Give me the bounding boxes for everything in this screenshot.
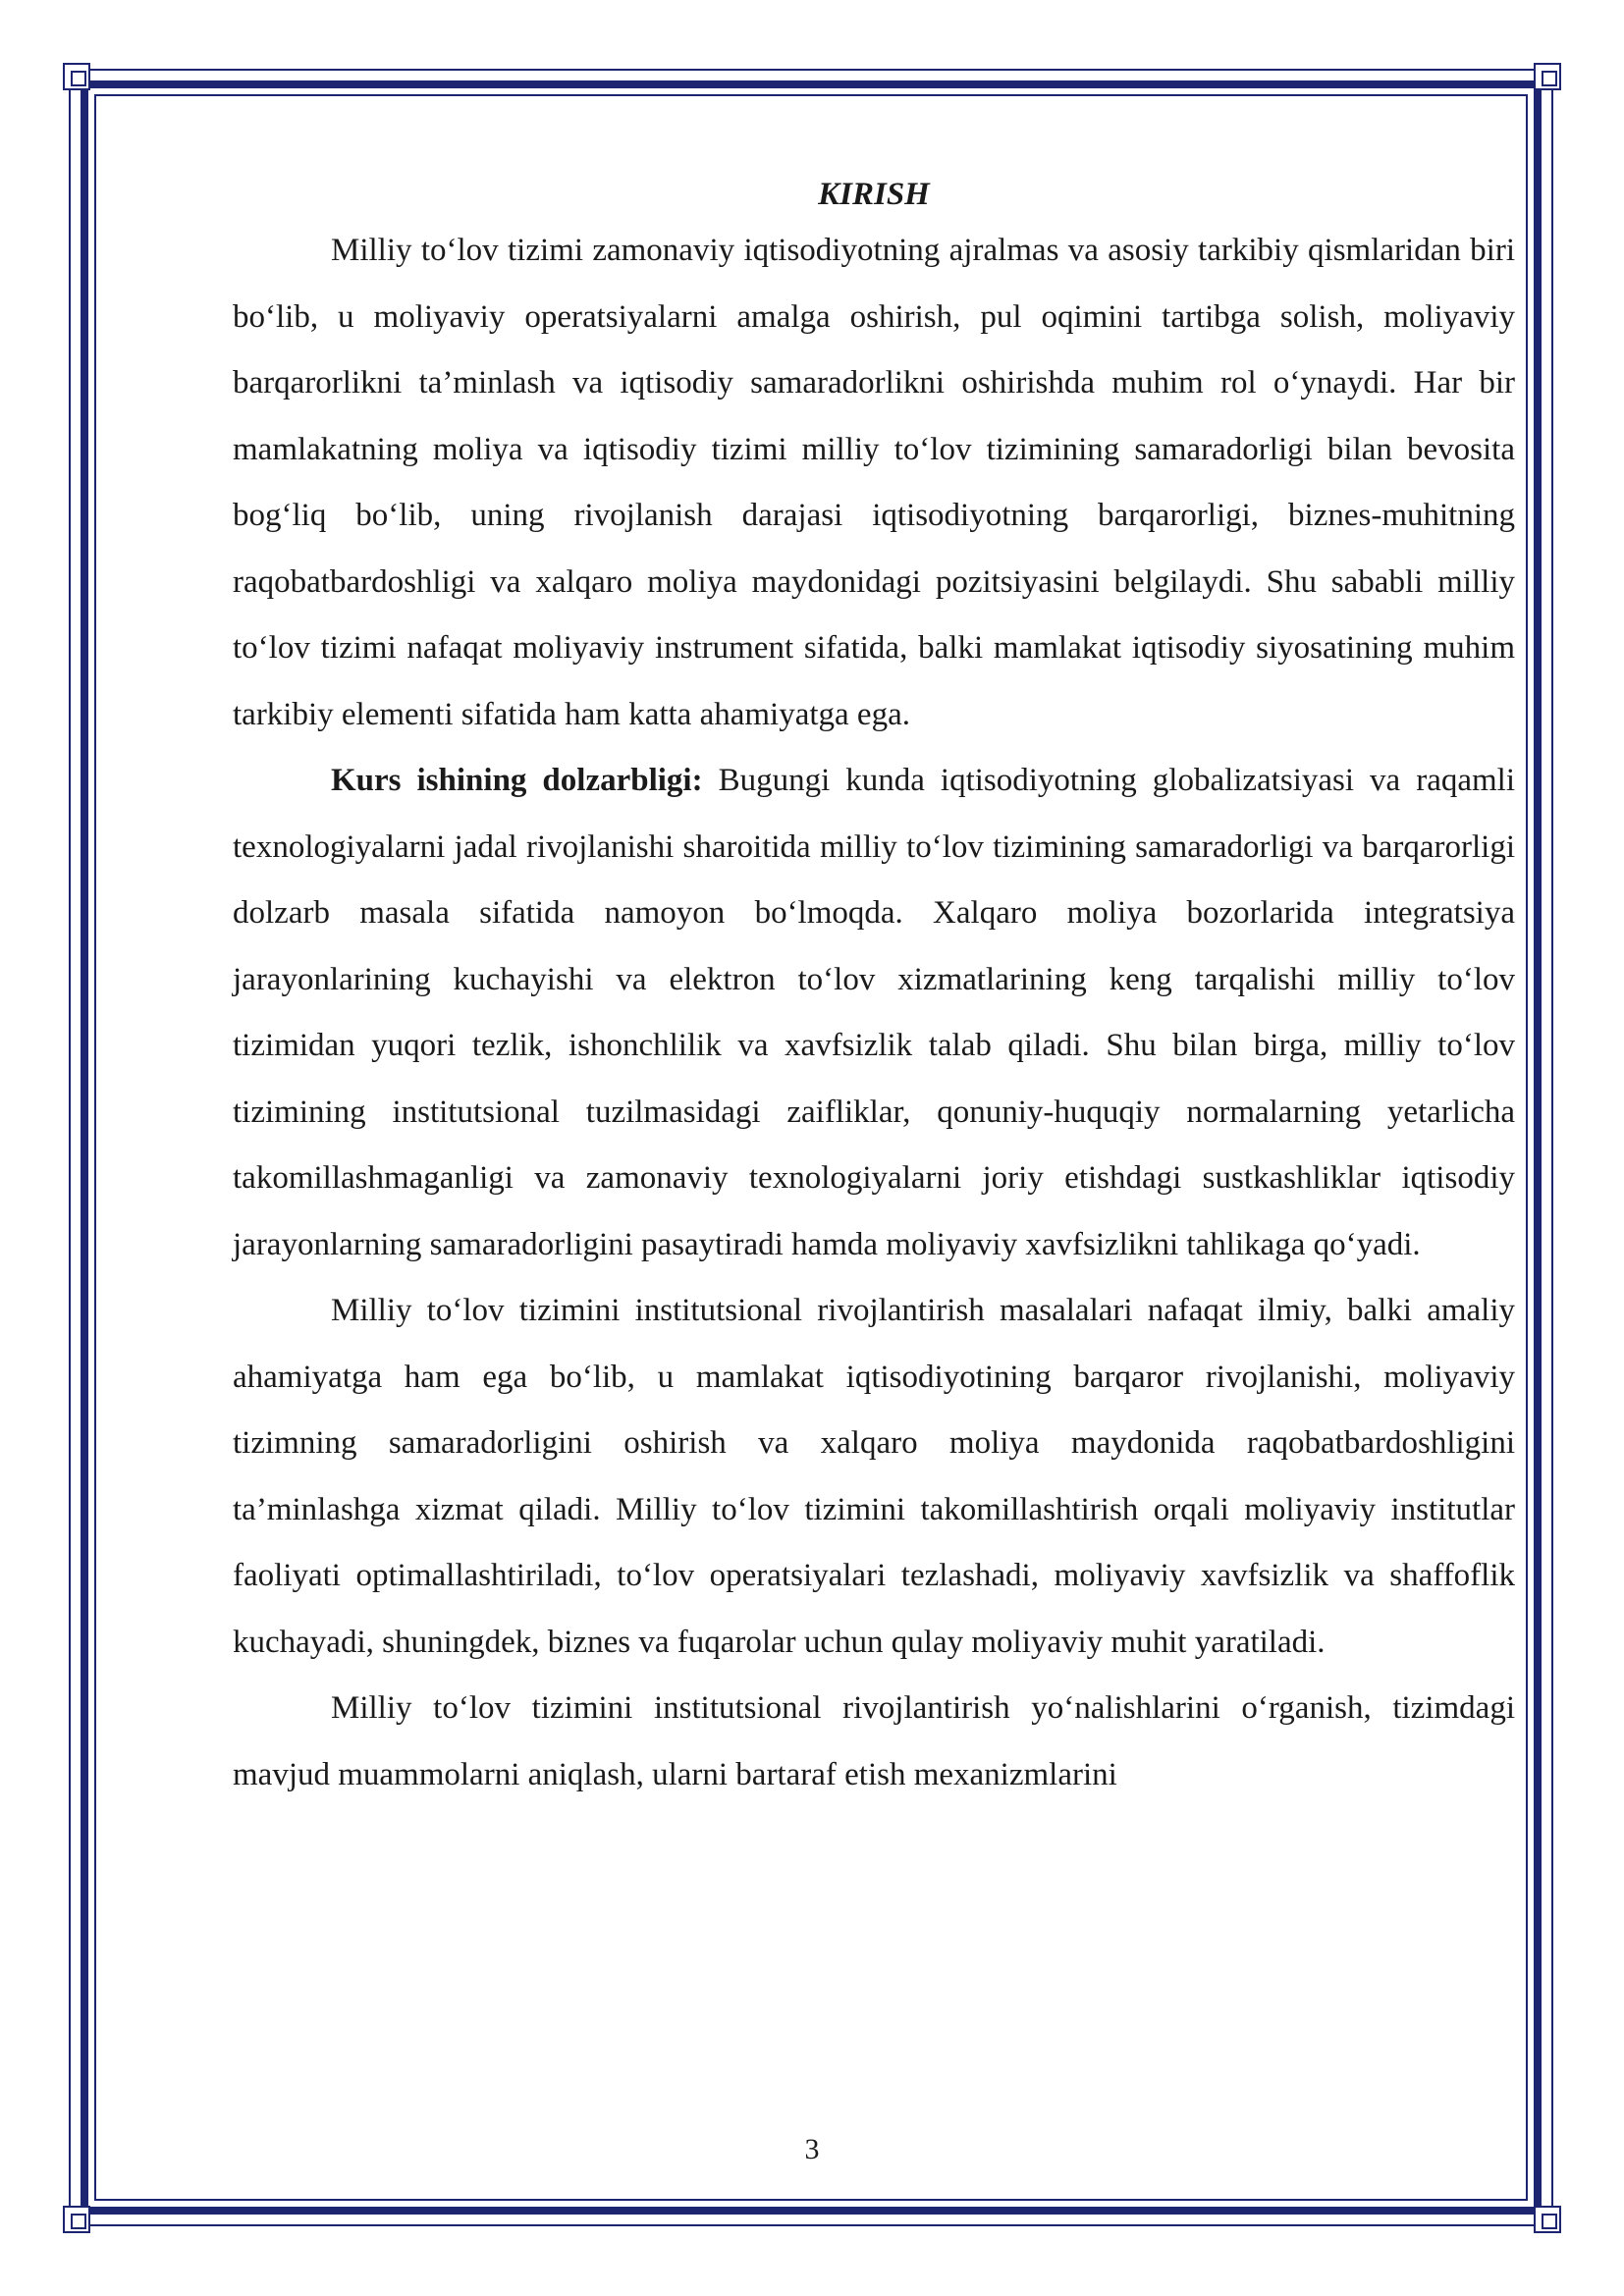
border-corner-ornament bbox=[1534, 63, 1561, 90]
border-corner-ornament bbox=[63, 2206, 90, 2233]
paragraph-text: Milliy to‘lov tizimini institutsional rivojlantirish yo‘nalishlarini o‘rganish, tizimdagi mavjud muammolarni aniqlash, ularni bartaraf etish mexanizmlarini bbox=[233, 1690, 1515, 1792]
border-corner-ornament bbox=[1534, 2206, 1561, 2233]
border-corner-ornament bbox=[63, 63, 90, 90]
paragraph-text: Milliy to‘lov tizimi zamonaviy iqtisodiyotning ajralmas va asosiy tarkibiy qismlaridan biri bo‘lib, u moliyaviy operatsiyalarni amalga oshirish, pul oqimini tartibga solish, moliyaviy barqarorlikni ta’minlash va iqtisodiy samaradorlikni oshirishda muhim rol o‘ynaydi. Har bir mamlakatning moliya va iqtisodiy tizimi milliy to‘lov tizimining samaradorligi bilan bevosita bog‘liq bo‘lib, uning rivojlanish darajasi iqtisodiyotning barqarorligi, biznes-muhitning raqobatbardoshligi va xalqaro moliya maydonidagi pozitsiyasini belgilaydi. Shu sababli milliy to‘lov tizimi nafaqat moliyaviy instrument sifatida, balki mamlakat iqtisodiy siyosatining muhim tarkibiy elementi sifatida ham katta ahamiyatga ega. bbox=[233, 233, 1515, 732]
document-body bbox=[233, 175, 1515, 1808]
paragraph-intro bbox=[233, 218, 1515, 748]
paragraph-lead: Kurs ishining dolzarbligi: bbox=[331, 763, 703, 798]
paragraph-relevance bbox=[233, 748, 1515, 1278]
page-number: 3 bbox=[804, 2133, 820, 2165]
paragraph-continuation bbox=[233, 1676, 1515, 1808]
paragraph-text: Milliy to‘lov tizimini institutsional rivojlantirish masalalari nafaqat ilmiy, balki amaliy ahamiyatga ham ega bo‘lib, u mamlakat iqtisodiyotining barqaror rivojlanishi, moliyaviy tizimning samaradorligini oshirish va xalqaro moliya maydonida raqobatbardoshligini ta’minlashga xizmat qiladi. Milliy to‘lov tizimini takomillashtirish orqali moliyaviy institutlar faoliyati optimallashtiriladi, to‘lov operatsiyalari tezlashadi, moliyaviy xavfsizlik va shaffoflik kuchayadi, shuningdek, biznes va fuqarolar uchun qulay moliyaviy muhit yaratiladi. bbox=[233, 1293, 1515, 1660]
paragraph-text: Bugungi kunda iqtisodiyotning globalizatsiyasi va raqamli texnologiyalarni jadal rivojlanishi sharoitida milliy to‘lov tizimining samaradorligi va barqarorligi dolzarb masala sifatida namoyon bo‘lmoqda. Xalqaro moliya bozorlarida integratsiya jarayonlarining kuchayishi va elektron to‘lov xizmatlarining keng tarqalishi milliy to‘lov tizimidan yuqori tezlik, ishonchlilik va xavfsizlik talab qiladi. Shu bilan birga, milliy to‘lov tizimining institutsional tuzilmasidagi zaifliklar, qonuniy-huquqiy normalarning yetarlicha takomillashmaganligi va zamonaviy texnologiyalarni joriy etishdagi sustkashliklar iqtisodiy jarayonlarning samaradorligini pasaytiradi hamda moliyaviy xavfsizlikni tahlikaga qo‘yadi. bbox=[233, 763, 1515, 1262]
section-heading: KIRISH bbox=[818, 177, 930, 212]
paragraph-significance bbox=[233, 1278, 1515, 1676]
